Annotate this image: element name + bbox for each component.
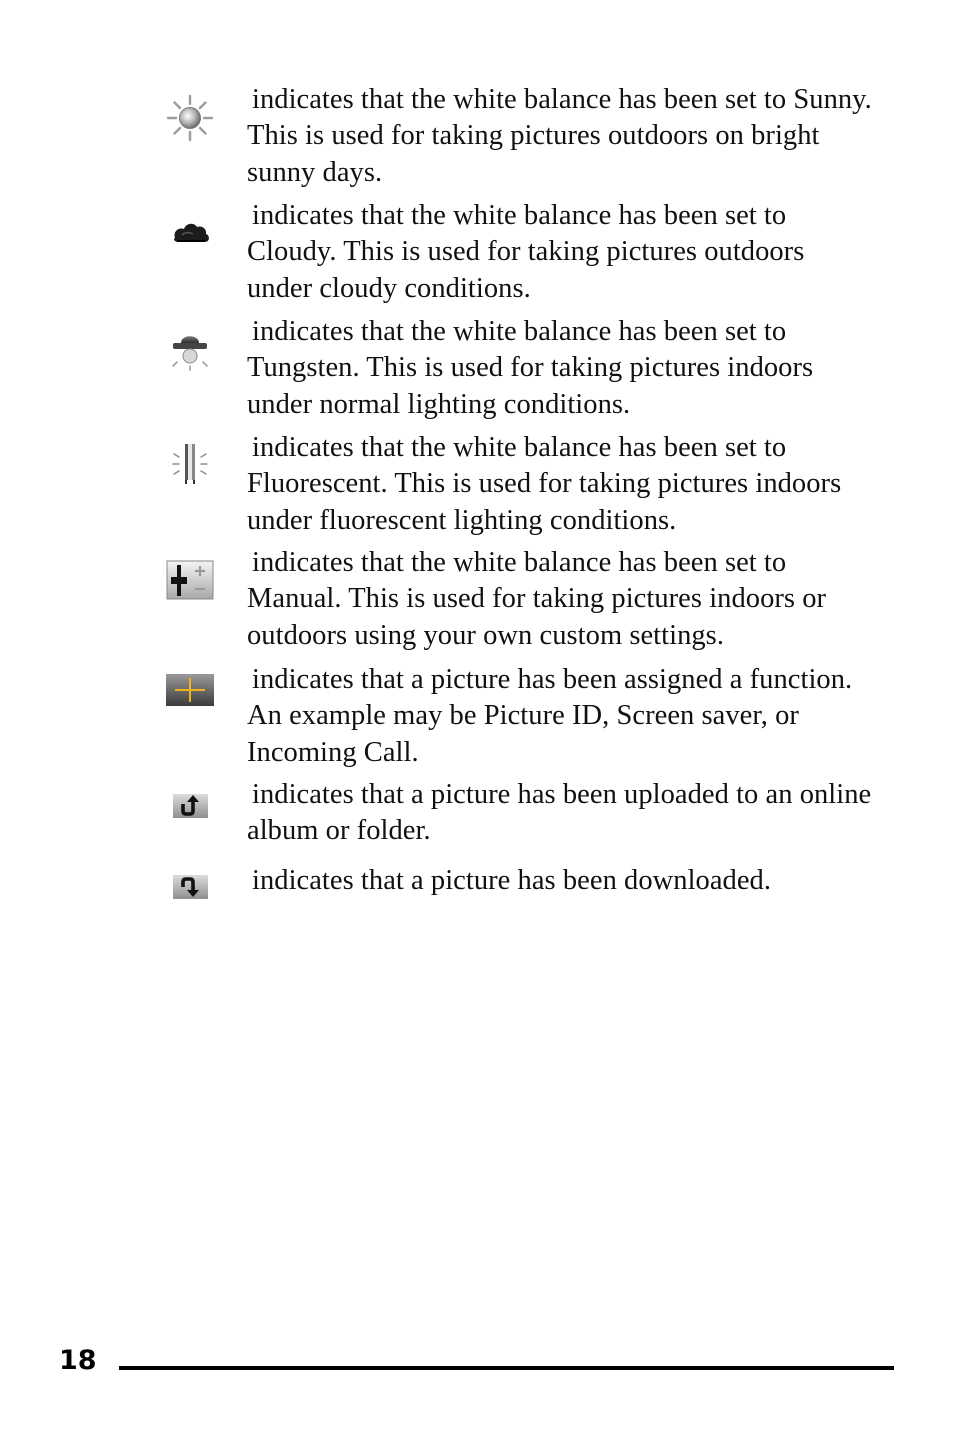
- white-balance-tungsten-icon: [160, 325, 220, 375]
- assigned-function-icon: [160, 664, 220, 714]
- white-balance-fluorescent-icon: [160, 440, 220, 490]
- footer-rule: [119, 1366, 894, 1370]
- downloaded-icon: [160, 861, 220, 911]
- uploaded-icon: [160, 780, 220, 830]
- entry-description: indicates that the white balance has been set to Manual. This is used for taking pictures indoors or outdoors using your own custom settings.: [247, 547, 827, 651]
- white-balance-sunny-icon: [160, 93, 220, 143]
- entry-description: indicates that a picture has been assigned a function. An example may be Picture ID, Screen saver, or Incoming Call.: [247, 664, 853, 768]
- entry-description: indicates that the white balance has been set to Tungsten. This is used for taking pictures indoors under normal lighting conditions.: [247, 316, 814, 420]
- entry-description: indicates that a picture has been uploaded to an online album or folder.: [247, 779, 872, 847]
- entry-description: indicates that a picture has been downloaded.: [252, 865, 772, 896]
- white-balance-cloudy-icon: [160, 208, 220, 258]
- entry-description: indicates that the white balance has been set to Fluorescent. This is used for taking pictures indoors under fluorescent lighting conditions.: [247, 432, 842, 536]
- entry-description: indicates that the white balance has been set to Sunny. This is used for taking pictures outdoors on bright sunny days.: [247, 84, 872, 188]
- white-balance-manual-icon: [160, 556, 220, 606]
- entry-description: indicates that the white balance has been set to Cloudy. This is used for taking pictures outdoors under cloudy conditions.: [247, 200, 805, 304]
- page-number: 18: [59, 1345, 97, 1376]
